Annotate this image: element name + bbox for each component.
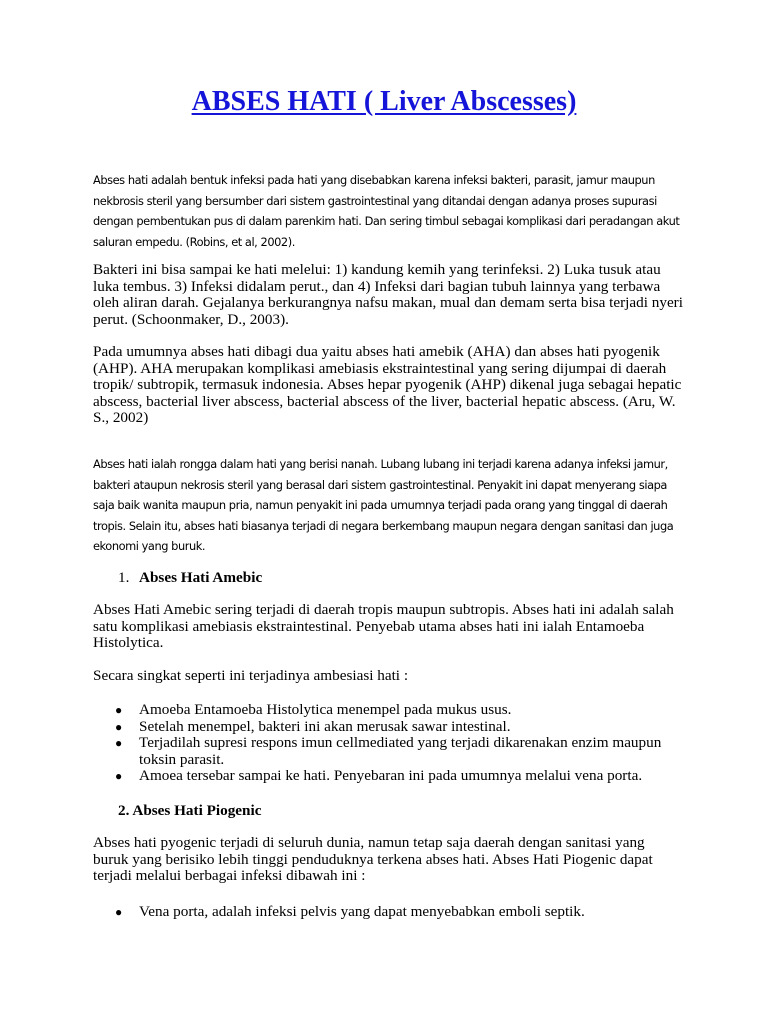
section2-bullet-list (93, 904, 683, 921)
list-item: ● Amoea tersebar sampai ke hati. Penyebaran ini pada umumnya melalui vena porta. (115, 767, 643, 784)
section2-paragraph: Abses hati pyogenic terjadi di seluruh dunia, namun tetap saja daerah dengan sanitasi yang buruk yang berisiko lebih tinggi penduduknya terkena abses hati. Abses Hati Piogenic dapat terjadi melalui berbagai infeksi dibawah ini : (93, 834, 653, 884)
paragraph-definition: Abses hati adalah bentuk infeksi pada hati yang disebabkan karena infeksi bakteri, parasit, jamur maupun nekbrosis steril yang bersumber dari sistem gastrointestinal yang ditandai dengan adanya proses supurasi dengan pembentukan pus di dalam parenkim hati. Dan sering timbul sebagai komplikasi dari peradangan akut saluran empedu. (Robins, et al, 2002). (93, 173, 680, 249)
document-title: ABSES HATI ( Liver Abscesses) (191, 86, 577, 117)
list-item: ● Terjadilah supresi respons imun cellmediated yang terjadi dikarenakan enzim maupun toksin parasit. (115, 734, 662, 768)
paragraph-classification: Pada umumnya abses hati dibagi dua yaitu abses hati amebik (AHA) dan abses hati pyogenik (AHP). AHA merupakan komplikasi amebiasis ekstraintestinal yang sering dijumpai di daerah tropik/ subtropik, termasuk indonesia. Abses hepar pyogenik (AHP) dikenal juga sebagai hepatic abscess, bacterial liver abscess, bacterial abscess of the liver, bacterial hepatic abscess. (Aru, W. S., 2002) (93, 343, 682, 426)
section2-heading: 2. Abses Hati Piogenic (118, 802, 262, 819)
list-item: ● Vena porta, adalah infeksi pelvis yang dapat menyebabkan emboli septik. (115, 903, 585, 920)
bullet-icon: ● (115, 719, 123, 734)
paragraph-bacteria: Bakteri ini bisa sampai ke hati melelui: 1) kandung kemih yang terinfeksi. 2) Luka tusuk atau luka tembus. 3) Infeksi didalam perut., dan 4) Infeksi dari bagian tubuh lainnya yang terbawa oleh aliran darah. Gejalanya berkurangnya nafsu makan, mual dan demam serta bisa terjadi nyeri perut. (Schoonmaker, D., 2003). (93, 261, 683, 328)
section1-heading: Abses Hati Amebic (139, 569, 263, 586)
bullet-icon: ● (115, 703, 123, 717)
section1-intro: Secara singkat seperti ini terjadinya ambesiasi hati : (93, 667, 409, 684)
list-item: ● Amoeba Entamoeba Histolytica menempel pada mukus usus. (115, 701, 512, 718)
section1-bullet-list (93, 702, 683, 785)
paragraph-abscess-description: Abses hati ialah rongga dalam hati yang berisi nanah. Lubang lubang ini terjadi karena adanya infeksi jamur, bakteri ataupun nekrosis steril yang berasal dari sistem gastrointestinal. Penyakit ini dapat menyerang siapa saja baik wanita maupun pria, namun penyakit ini pada umumnya terjadi pada orang yang tinggal di daerah tropis. Selain itu, abses hati biasanya terjadi di negara berkembang maupun negara dengan sanitasi dan juga ekonomi yang buruk. (93, 457, 674, 553)
bullet-icon: ● (115, 905, 123, 919)
bullet-icon: ● (115, 736, 123, 750)
bullet-icon: ● (115, 769, 123, 783)
section1-paragraph: Abses Hati Amebic sering terjadi di daerah tropis maupun subtropis. Abses hati ini adalah salah satu komplikasi amebiasis ekstraintestinal. Penyebab utama abses hati ini ialah Entamoeba Histolytica. (93, 601, 674, 651)
section1-number: 1. (118, 569, 130, 586)
list-item: ● Setelah menempel, bakteri ini akan merusak sawar intestinal. (115, 717, 511, 735)
